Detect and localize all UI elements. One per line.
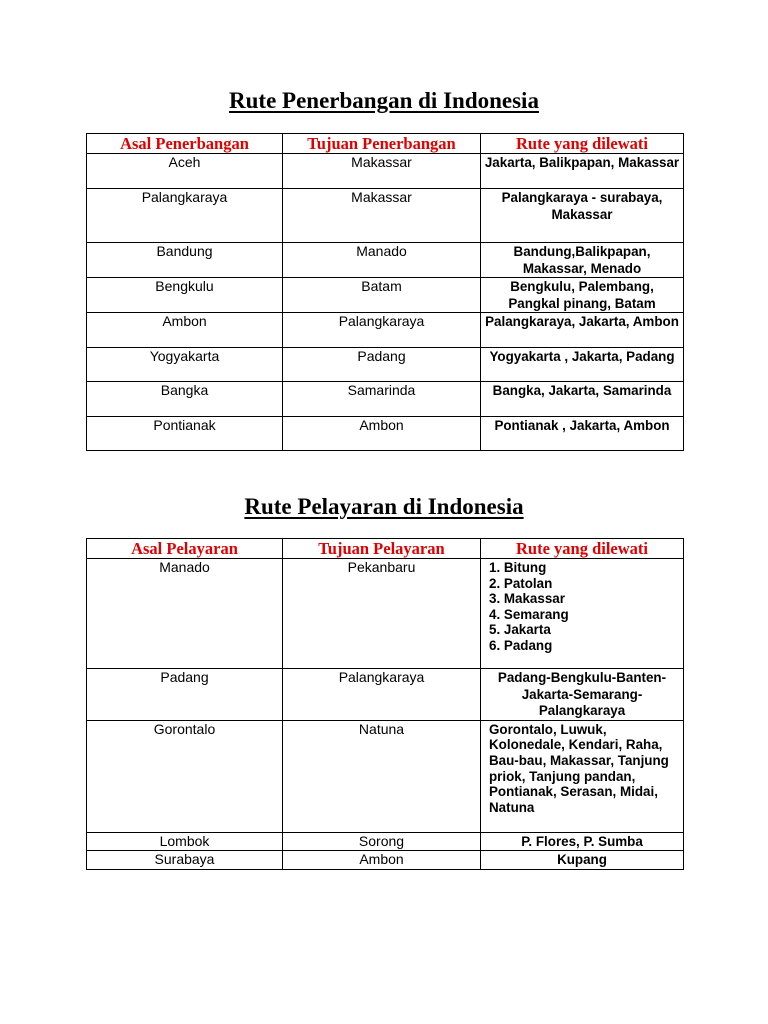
route-cell: Gorontalo, Luwuk, Kolonedale, Kendari, Raha, Bau-bau, Makassar, Tanjung priok, Tanjung pandan, Pontianak, Serasan, Midai, Natuna — [481, 720, 684, 832]
route-cell: Jakarta, Balikpapan, Makassar — [481, 154, 684, 189]
destination-cell: Samarinda — [283, 382, 481, 417]
destination-cell: Ambon — [283, 417, 481, 451]
table-row — [87, 243, 684, 278]
route-stop: 5. Jakarta — [489, 622, 551, 638]
col-origin-header: Asal Pelayaran — [87, 539, 283, 559]
destination-cell: Palangkaraya — [283, 313, 481, 348]
route-cell: Palangkaraya, Jakarta, Ambon — [481, 313, 684, 348]
table-row — [87, 382, 684, 417]
route-stop-list — [489, 560, 681, 654]
origin-cell: Aceh — [87, 154, 283, 189]
origin-cell: Bandung — [87, 243, 283, 278]
table-row — [87, 669, 684, 721]
route-cell: Bangka, Jakarta, Samarinda — [481, 382, 684, 417]
sea-routes-table — [86, 538, 684, 870]
route-stop: 4. Semarang — [489, 606, 569, 622]
table-row — [87, 417, 684, 451]
origin-cell: Yogyakarta — [87, 348, 283, 382]
origin-cell: Lombok — [87, 832, 283, 851]
table-row — [87, 832, 684, 851]
route-cell: Palangkaraya - surabaya, Makassar — [481, 189, 684, 243]
origin-cell: Bangka — [87, 382, 283, 417]
flight-routes-table — [86, 133, 684, 451]
col-destination-header: Tujuan Pelayaran — [283, 539, 481, 559]
route-stop: 2. Patolan — [489, 575, 553, 591]
route-cell: Kupang — [481, 851, 684, 870]
origin-cell: Padang — [87, 669, 283, 721]
col-route-header: Rute yang dilewati — [481, 134, 684, 154]
table-row — [87, 851, 684, 870]
destination-cell: Natuna — [283, 720, 481, 832]
origin-cell: Gorontalo — [87, 720, 283, 832]
route-stop: 1. Bitung — [489, 560, 547, 575]
destination-cell: Sorong — [283, 832, 481, 851]
table-row — [87, 348, 684, 382]
col-route-header: Rute yang dilewati — [481, 539, 684, 559]
origin-cell: Surabaya — [87, 851, 283, 870]
destination-cell: Makassar — [283, 189, 481, 243]
table-row — [87, 278, 684, 313]
table-row — [87, 720, 684, 832]
destination-cell: Manado — [283, 243, 481, 278]
table-header-row — [87, 134, 684, 154]
table-row — [87, 154, 684, 189]
table-row — [87, 559, 684, 669]
origin-cell: Ambon — [87, 313, 283, 348]
route-cell: Yogyakarta , Jakarta, Padang — [481, 348, 684, 382]
destination-cell: Palangkaraya — [283, 669, 481, 721]
origin-cell: Bengkulu — [87, 278, 283, 313]
route-cell — [481, 559, 684, 669]
route-cell: Bandung,Balikpapan, Makassar, Menado — [481, 243, 684, 278]
origin-cell: Palangkaraya — [87, 189, 283, 243]
destination-cell: Makassar — [283, 154, 481, 189]
route-cell: P. Flores, P. Sumba — [481, 832, 684, 851]
destination-cell: Batam — [283, 278, 481, 313]
destination-cell: Padang — [283, 348, 481, 382]
destination-cell: Ambon — [283, 851, 481, 870]
route-cell: Padang-Bengkulu-Banten-Jakarta-Semarang-Palangkaraya — [481, 669, 684, 721]
sea-routes-title: Rute Pelayaran di Indonesia — [244, 494, 524, 519]
flight-routes-title: Rute Penerbangan di Indonesia — [229, 88, 539, 113]
table-row — [87, 189, 684, 243]
route-stop: 6. Padang — [489, 637, 553, 653]
col-origin-header: Asal Penerbangan — [87, 134, 283, 154]
origin-cell: Manado — [87, 559, 283, 669]
table-header-row — [87, 539, 684, 559]
table-row — [87, 313, 684, 348]
destination-cell: Pekanbaru — [283, 559, 481, 669]
route-cell: Bengkulu, Palembang, Pangkal pinang, Batam — [481, 278, 684, 313]
origin-cell: Pontianak — [87, 417, 283, 451]
route-cell: Pontianak , Jakarta, Ambon — [481, 417, 684, 451]
route-stop: 3. Makassar — [489, 591, 565, 607]
col-destination-header: Tujuan Penerbangan — [283, 134, 481, 154]
